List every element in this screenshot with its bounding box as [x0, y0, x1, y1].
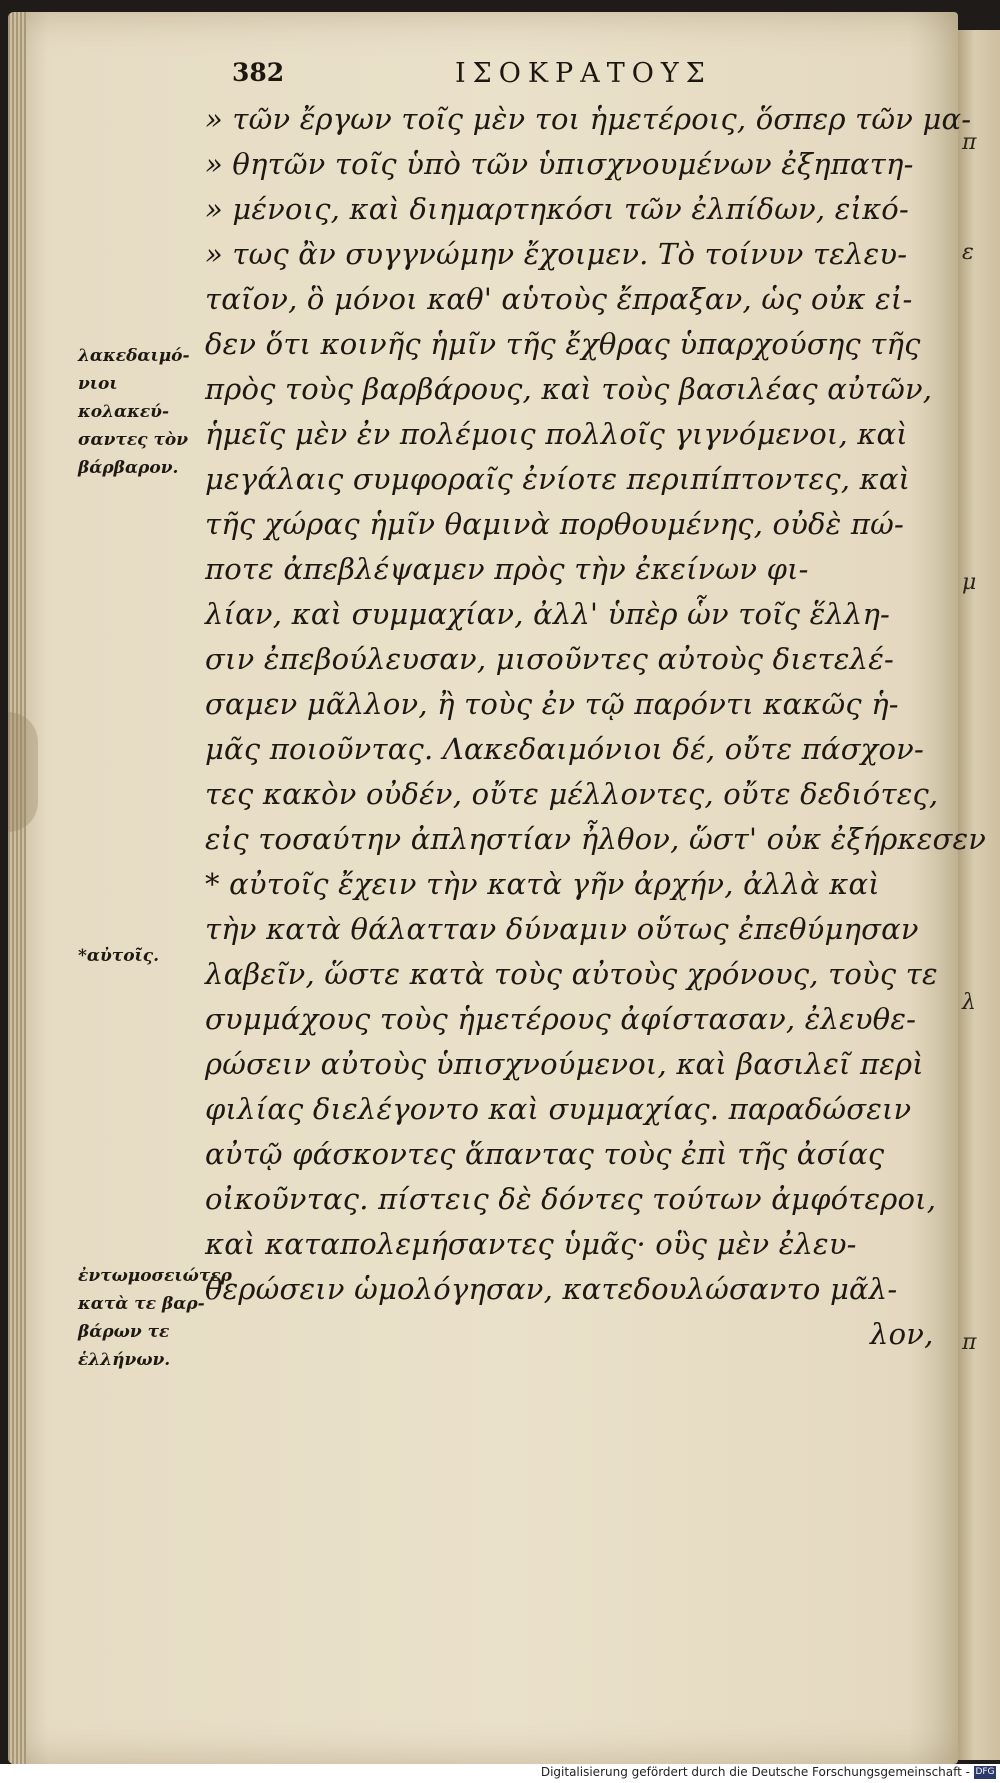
text-line: λαβεῖν, ὥστε κατὰ τοὺς αὐτοὺς χρόνους, τοὺς τε: [205, 957, 938, 991]
text-line: * αὐτοῖς ἔχειν τὴν κατὰ γῆν ἀρχήν, ἀλλὰ καὶ: [205, 867, 880, 901]
margin-note: ἐντωμοσειώτερ κατὰ τε βαρ- βάρων τε ἑλλήνων.: [78, 1266, 232, 1370]
catchword: λον,: [870, 1317, 934, 1351]
text-line: σιν ἐπεβούλευσαν, μισοῦντες αὐτοὺς διετελέ-: [205, 642, 895, 676]
text-line: λίαν, καὶ συμμαχίαν, ἀλλ' ὑπὲρ ὧν τοῖς ἕλλη-: [205, 597, 891, 631]
adjacent-page-fragment: μ: [962, 570, 977, 595]
adjacent-page-fragment: π: [962, 130, 977, 155]
text-line: » θητῶν τοῖς ὑπὸ τῶν ὑπισχνουμένων ἐξηπατη-: [205, 147, 914, 181]
text-line: μᾶς ποιοῦντας. Λακεδαιμόνιοι δέ, οὔτε πάσχον-: [205, 732, 924, 766]
text-line: » τῶν ἔργων τοῖς μὲν τοι ἡμετέροις, ὅσπερ τῶν μα-: [205, 102, 972, 136]
dfg-logo-icon: DFG: [975, 1767, 995, 1777]
footer-credit: Digitalisierung gefördert durch die Deutsche Forschungsgemeinschaft -: [540, 1765, 970, 1779]
digitization-footer: [0, 1764, 1000, 1783]
page-header: [0, 58, 1000, 98]
text-line: φιλίας διελέγοντο καὶ συμμαχίας. παραδώσειν: [205, 1092, 912, 1126]
text-line: πρὸς τοὺς βαρβάρους, καὶ τοὺς βασιλέας αὐτῶν,: [205, 372, 933, 406]
text-line: ρώσειν αὐτοὺς ὑπισχνούμενοι, καὶ βασιλεῖ περὶ: [205, 1047, 924, 1081]
text-line: θερώσειν ὡμολόγησαν, κατεδουλώσαντο μᾶλ-: [205, 1272, 898, 1306]
page-number: 382: [232, 58, 285, 87]
text-line: ἡμεῖς μὲν ἐν πολέμοις πολλοῖς γιγνόμενοι, καὶ: [205, 417, 908, 451]
text-line: αὐτῷ φάσκοντες ἅπαντας τοὺς ἐπὶ τῆς ἀσίας: [205, 1137, 885, 1171]
adjacent-page-fragment: λ: [962, 990, 976, 1015]
text-line: μεγάλαις συμφοραῖς ἐνίοτε περιπίπτοντες, καὶ: [205, 462, 911, 496]
text-line: εἰς τοσαύτην ἀπληστίαν ἦλθον, ὥστ' οὐκ ἐξήρκεσεν: [205, 822, 987, 856]
adjacent-page-fragment: π: [962, 1330, 977, 1355]
text-line: » τως ἂν συγγνώμην ἔχοιμεν. Τὸ τοίνυν τελευ-: [205, 237, 908, 271]
text-line: τὴν κατὰ θάλατταν δύναμιν οὕτως ἐπεθύμησαν: [205, 912, 919, 946]
adjacent-page-fragment: ε: [962, 240, 974, 265]
page-fold-shadow: [8, 712, 38, 832]
text-line: ποτε ἀπεβλέψαμεν πρὸς τὴν ἐκείνων φι-: [205, 552, 809, 586]
text-line: σαμεν μᾶλλον, ἢ τοὺς ἐν τῷ παρόντι κακῶς ἡ-: [205, 687, 899, 721]
margin-note: λακεδαιμό- νιοι κολακεύ- σαντες τὸν βάρβαρον.: [78, 346, 190, 478]
text-line: » μένοις, καὶ διημαρτηκόσι τῶν ἐλπίδων, εἰκό-: [205, 192, 909, 226]
margin-note: *αὐτοῖς.: [78, 946, 160, 966]
adjacent-page-edge: [958, 30, 1000, 1760]
text-line: τες κακὸν οὐδέν, οὔτε μέλλοντες, οὔτε δεδιότες,: [205, 777, 939, 811]
text-line: δεν ὅτι κοινῆς ἡμῖν τῆς ἔχθρας ὑπαρχούσης τῆς: [205, 327, 921, 361]
page-stack-edge: [8, 12, 26, 1764]
text-line: καὶ καταπολεμήσαντες ὑμᾶς· οὓς μὲν ἐλευ-: [205, 1227, 857, 1261]
text-line: τῆς χώρας ἡμῖν θαμινὰ πορθουμένης, οὐδὲ πώ-: [205, 507, 904, 541]
text-line: οἰκοῦντας. πίστεις δὲ δόντες τούτων ἀμφότεροι,: [205, 1182, 937, 1216]
text-line: ταῖον, ὃ μόνοι καθ' αὑτοὺς ἔπραξαν, ὡς οὐκ εἰ-: [205, 282, 913, 316]
text-line: συμμάχους τοὺς ἡμετέρους ἀφίστασαν, ἐλευθε-: [205, 1002, 917, 1036]
running-title: ΙΣΟΚΡΑΤΟΥΣ: [455, 58, 712, 89]
